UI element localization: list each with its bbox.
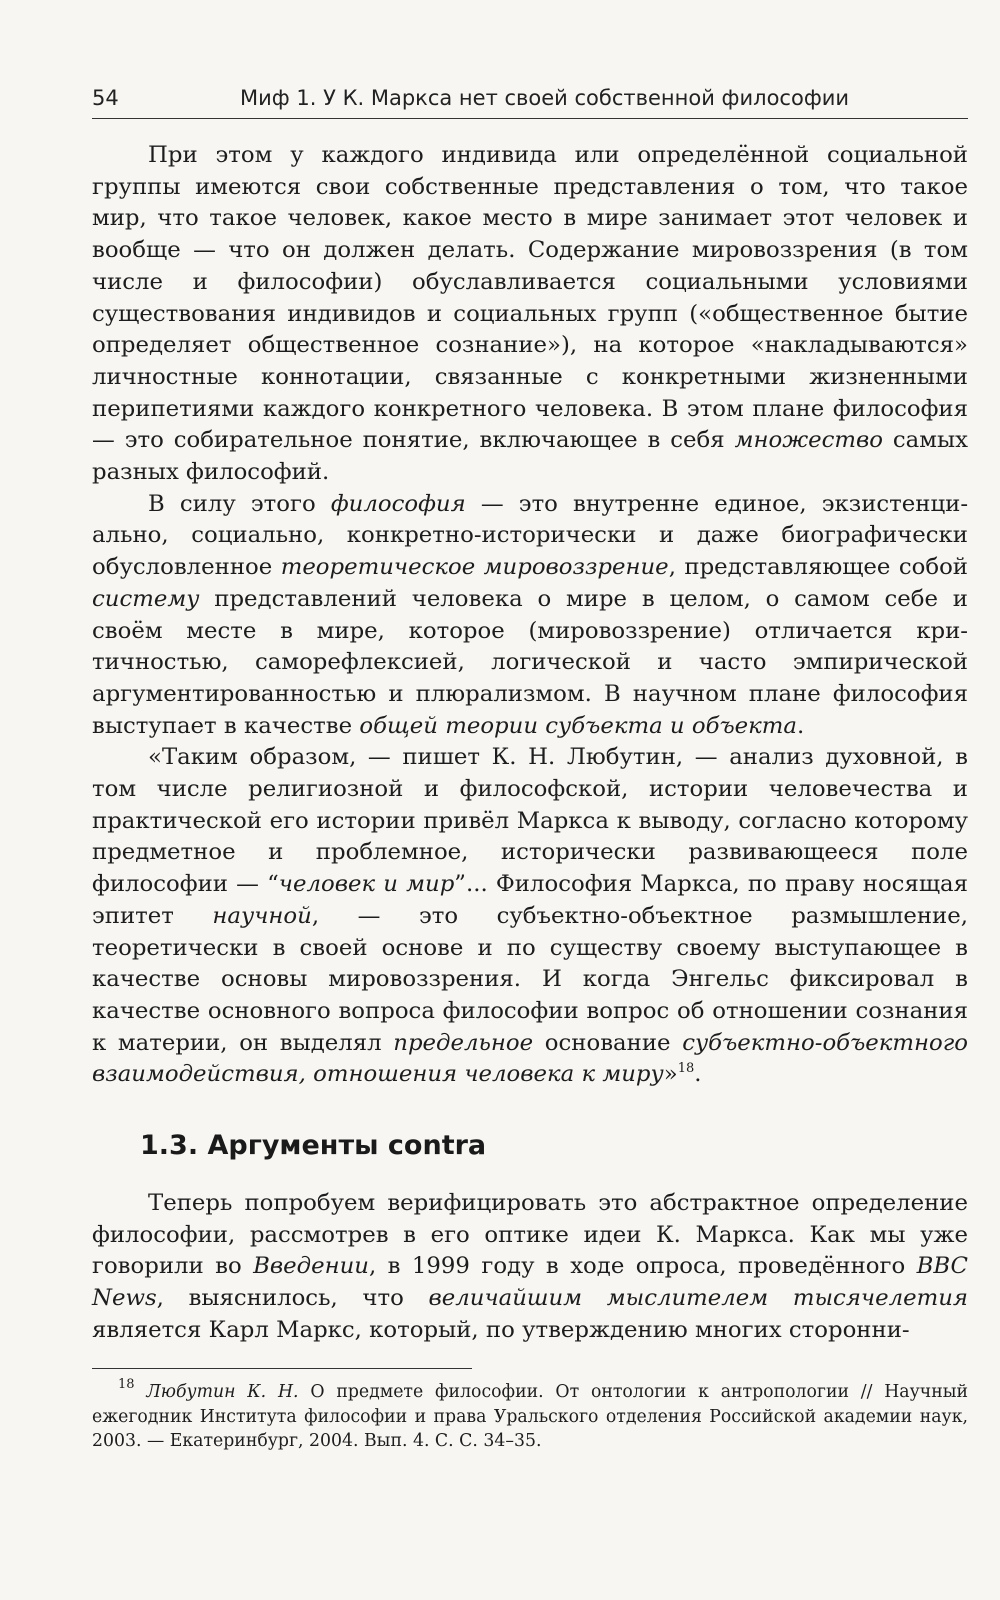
footnote — [92, 1377, 968, 1454]
main-text — [92, 140, 968, 1091]
paragraph-1: При этом у каждого индивида или определённой социальной группы имеются свои собственные представления о том, что такое мир, что такое человек, какое место в мире занимает этот человек и вообще — что он должен делать. Содержание мировоззрения (в том числе и философии) обуславливается социальными условиями существования индивидов и социальных групп («общественное бытие определяет общественное сознание»), на которое «накладываются» личностные коннотации, связанные с конкретными жизненными перипетиями каждого конкретного человека. В этом плане философия — это собирательное понятие, включающее в себя множество самых разных философий. — [92, 142, 968, 486]
emphasis: множество — [734, 427, 883, 454]
emphasis: систему — [92, 585, 200, 612]
paragraph-3-quote: «Таким образом, — пишет К. Н. Любутин, — анализ духовной, в том числе религиозной и философской, истории человечества и практической его истории привёл Маркса к выводу, согласно которому предметное и проблемное, исторически развивающееся поле философии — “человек и мир”... Философия Маркса, по праву носящая эпитет научной, — это субъектно-объектное размышление, теоретически в своей основе и по существу своему выступающее в качестве основы мировоззрения. И когда Энгельс фиксировал в качестве основного вопроса философии вопрос об отношении сознания к материи, он выделял предельное основание субъектно-объектного взаимодействия, отношения человека к миру»$^{18}$. — [92, 744, 968, 1088]
running-title: Миф 1. У К. Маркса нет своей собственной философии — [240, 86, 850, 110]
emphasis: научной — [212, 902, 312, 929]
running-header — [92, 80, 968, 116]
footnote-number: 18 — [118, 1377, 135, 1392]
footnote-text: О предмете философии. От онтологии к антропологии // Научный ежегодник Института философии и права Уральского отделения Российской академии наук, 2003. — Екатеринбург, 2004. Вып. 4. С. С. 34–35. — [92, 1382, 968, 1451]
footnote-ref[interactable]: 18 — [677, 1061, 695, 1077]
footnote-author: Любутин К. Н. — [146, 1382, 299, 1402]
paragraph-4: Теперь попробуем верифицировать это абстрактное определение философии, рассмотрев в его оптике идеи К. Маркса. Как мы уже говорили во Введении, в 1999 году в ходе опроса, проведённого BBC News, выяснилось, что величайшим мыслителем тысячелетия является Карл Маркс, который, по утверждению многих сторонни- — [92, 1190, 968, 1343]
emphasis: субъектно-объектного взаимодействия, отношения человека к миру — [92, 1029, 968, 1088]
emphasis: теоретическое мировоззрение — [280, 554, 669, 581]
emphasis: человек и мир — [278, 871, 455, 898]
emphasis: общей теории субъекта и объекта — [359, 712, 797, 739]
footnote-18 — [92, 1377, 968, 1454]
footnote-rule — [92, 1368, 472, 1369]
section-heading: 1.3. Аргументы contra — [140, 1130, 487, 1161]
section-text — [92, 1188, 968, 1347]
page-number: 54 — [92, 86, 119, 110]
header-rule — [92, 118, 968, 119]
emphasis: философия — [330, 490, 466, 517]
emphasis: Введении — [253, 1253, 369, 1280]
emphasis: величайшим мыслителем тысячелетия — [428, 1285, 968, 1312]
emphasis: BBC News — [92, 1253, 968, 1312]
emphasis: предельное — [393, 1029, 534, 1056]
paragraph-2: В силу этого философия — это внутренне единое, экзистенциально, социально, конкретно-исторически и даже биографически обусловленное теоретическое мировоззрение, представляющее собой систему представлений человека о мире в целом, о самом себе и своём месте в мире, которое (мировоззрение) отличается критичностью, саморефлексией, логической и часто эмпирической аргументированностью и плюрализмом. В научном плане философия выступает в качестве общей теории субъекта и объекта. — [92, 490, 969, 739]
